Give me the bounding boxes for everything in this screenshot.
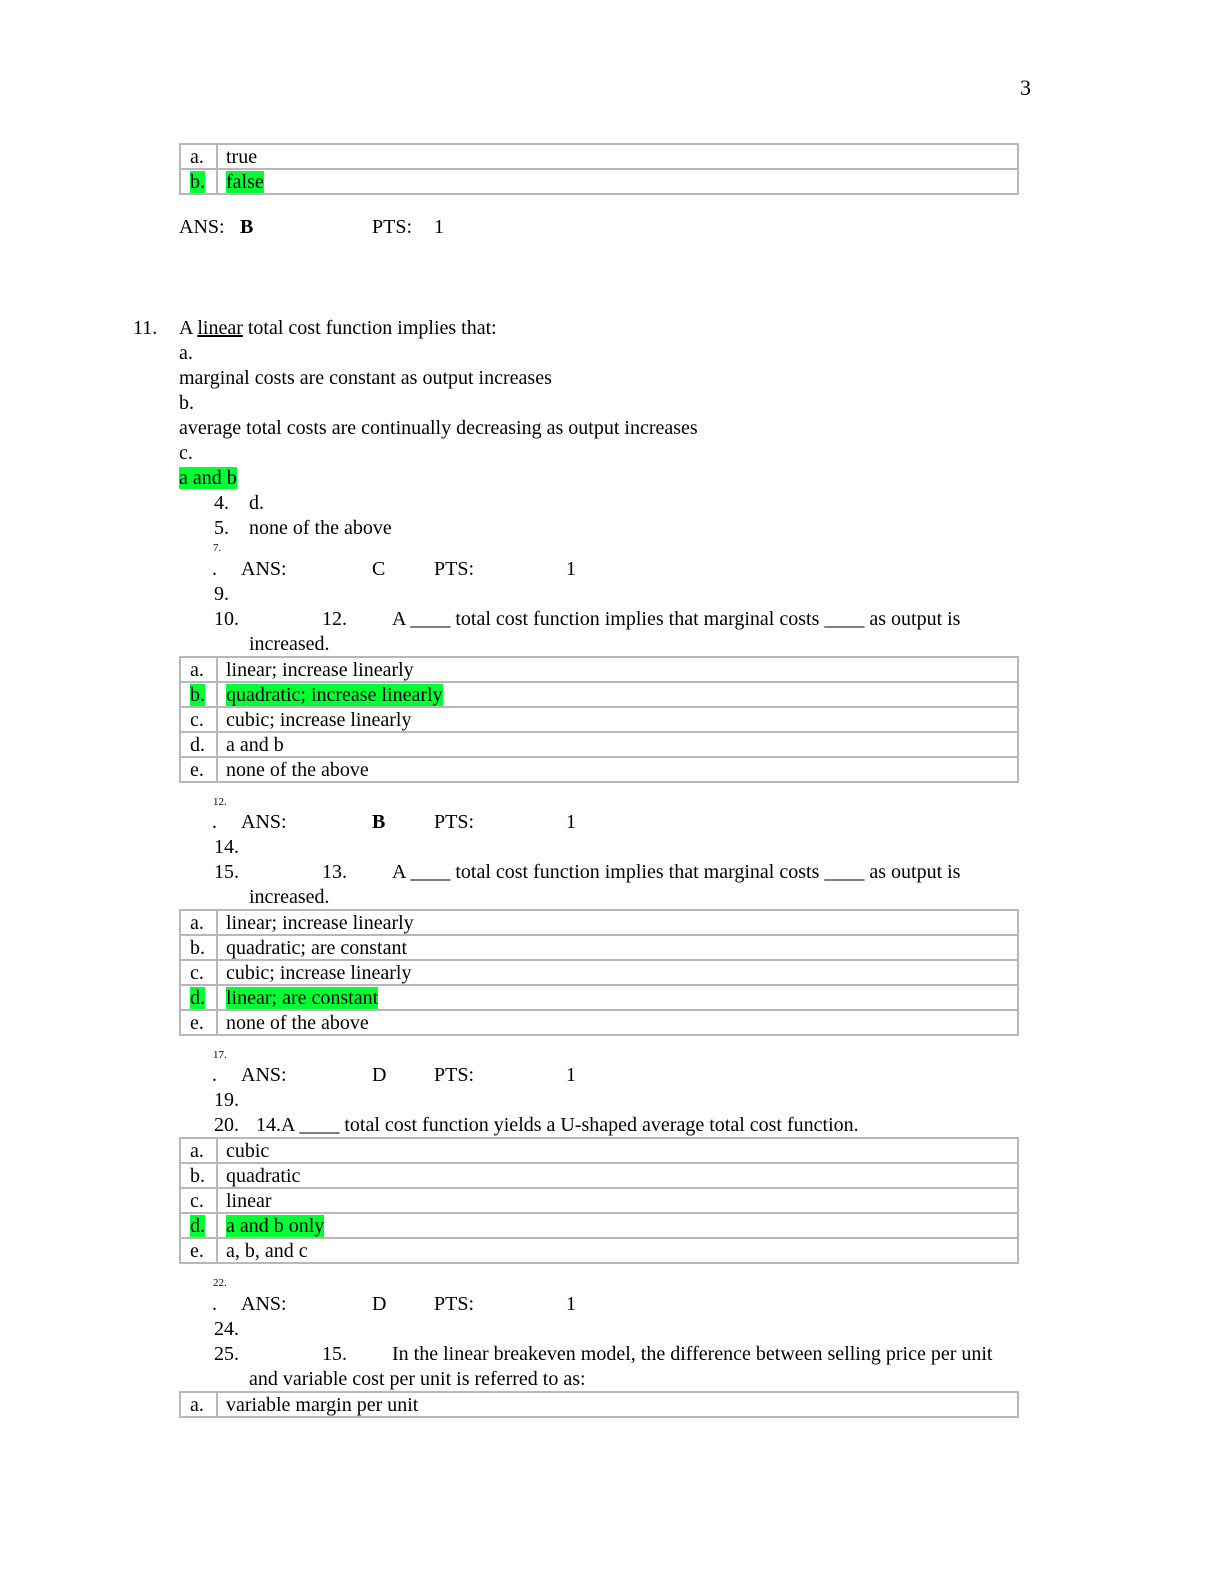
q12-pts-label: PTS: (434, 811, 475, 833)
q13-stem-line2: increased. (249, 886, 330, 908)
q12-stem-line1: A ____ total cost function implies that marginal costs ____ as output is (392, 608, 961, 630)
option-letter: a. (190, 1393, 204, 1416)
option-row[interactable] (180, 169, 1018, 194)
q12-number: 12. (322, 608, 347, 630)
q13-ans-value: D (372, 1064, 387, 1086)
option-text: linear (226, 1189, 272, 1212)
list-marker: 20. (214, 1114, 239, 1136)
q11-opt-a-letter: a. (179, 342, 193, 364)
q11-ans-value: C (372, 558, 386, 580)
q15-options-table (179, 1391, 1019, 1418)
q10-ans-value: B (240, 216, 254, 238)
q14-ans-label: ANS: (241, 1293, 287, 1315)
q14-stem: 14.A ____ total cost function yields a U-shaped average total cost function. (256, 1114, 859, 1136)
q11-opt-c-letter: c. (179, 442, 193, 464)
option-row[interactable] (180, 985, 1018, 1010)
stem-text: A (179, 317, 193, 339)
stem-text: total cost function implies that: (247, 317, 497, 339)
option-row[interactable] (180, 910, 1018, 935)
option-letter: d. (190, 986, 205, 1009)
option-letter: c. (190, 708, 204, 731)
q13-ans-label: ANS: (241, 1064, 287, 1086)
option-letter: c. (190, 961, 204, 984)
q11-opt-d-letter: d. (249, 492, 264, 514)
list-dot: . (212, 558, 217, 580)
option-text: a and b (226, 733, 284, 756)
option-text: true (226, 145, 258, 168)
q15-stem-line2: and variable cost per unit is referred to as: (249, 1368, 586, 1390)
option-text: cubic; increase linearly (226, 708, 412, 731)
option-letter: e. (190, 1239, 204, 1262)
q10-pts-label: PTS: (372, 216, 413, 238)
q15-stem-line1: In the linear breakeven model, the difference between selling price per unit (392, 1343, 993, 1365)
option-letter: c. (190, 1189, 204, 1212)
q11-ans-label: ANS: (241, 558, 287, 580)
small-list-number: 17. (213, 1049, 227, 1061)
option-text: cubic (226, 1139, 270, 1162)
list-marker: 4. (214, 492, 229, 514)
q11-opt-c-text (179, 466, 237, 491)
q10-pts-value: 1 (434, 216, 444, 238)
list-marker: 10. (214, 608, 239, 630)
option-text: false (226, 170, 264, 193)
q12-ans-label: ANS: (241, 811, 287, 833)
option-letter: b. (190, 170, 205, 193)
q14-pts-value: 1 (566, 1293, 576, 1315)
small-list-number: 22. (213, 1277, 227, 1289)
q10-options-table (179, 143, 1019, 195)
option-text: linear; increase linearly (226, 911, 414, 934)
q11-stem (179, 316, 497, 341)
q12-stem-line2: increased. (249, 633, 330, 655)
q12-options-table (179, 656, 1019, 783)
q10-ans-label: ANS: (179, 216, 225, 238)
q13-number: 13. (322, 861, 347, 883)
q12-ans-value: B (372, 811, 386, 833)
list-marker: 5. (214, 517, 229, 539)
option-row[interactable] (180, 144, 1018, 169)
option-letter: b. (190, 936, 205, 959)
option-row[interactable] (180, 1188, 1018, 1213)
option-row[interactable] (180, 1238, 1018, 1263)
correct-answer-text: a and b (179, 467, 237, 489)
stem-underlined-word: linear (197, 317, 243, 339)
list-marker: 19. (214, 1089, 239, 1111)
option-row[interactable] (180, 757, 1018, 782)
option-letter: b. (190, 683, 205, 706)
option-letter: a. (190, 145, 204, 168)
option-text: linear; are constant (226, 986, 379, 1009)
option-row[interactable] (180, 1392, 1018, 1417)
q14-options-table (179, 1137, 1019, 1264)
q11-number: 11. (133, 317, 158, 339)
list-marker: 24. (214, 1318, 239, 1340)
option-row[interactable] (180, 935, 1018, 960)
q13-pts-label: PTS: (434, 1064, 475, 1086)
option-text: none of the above (226, 1011, 369, 1034)
list-dot: . (212, 1293, 217, 1315)
option-letter: b. (190, 1164, 205, 1187)
q13-stem-line1: A ____ total cost function implies that marginal costs ____ as output is (392, 861, 961, 883)
option-row[interactable] (180, 960, 1018, 985)
option-text: a, b, and c (226, 1239, 308, 1262)
q13-options-table (179, 909, 1019, 1036)
option-row[interactable] (180, 732, 1018, 757)
q11-pts-label: PTS: (434, 558, 475, 580)
option-row[interactable] (180, 707, 1018, 732)
option-letter: d. (190, 733, 205, 756)
option-row[interactable] (180, 1163, 1018, 1188)
option-text: a and b only (226, 1214, 325, 1237)
q13-pts-value: 1 (566, 1064, 576, 1086)
option-row[interactable] (180, 1010, 1018, 1035)
option-row[interactable] (180, 1138, 1018, 1163)
option-letter: a. (190, 1139, 204, 1162)
option-text: quadratic; increase linearly (226, 683, 443, 706)
q14-pts-label: PTS: (434, 1293, 475, 1315)
q11-opt-e-text: none of the above (249, 517, 392, 539)
q15-number: 15. (322, 1343, 347, 1365)
list-marker: 25. (214, 1343, 239, 1365)
q11-pts-value: 1 (566, 558, 576, 580)
option-text: quadratic (226, 1164, 301, 1187)
option-letter: e. (190, 758, 204, 781)
list-marker: 9. (214, 583, 229, 605)
small-list-number: 7. (213, 542, 222, 554)
q11-opt-b-letter: b. (179, 392, 194, 414)
list-dot: . (212, 811, 217, 833)
option-text: variable margin per unit (226, 1393, 419, 1416)
q11-opt-b-text: average total costs are continually decreasing as output increases (179, 417, 698, 439)
option-letter: d. (190, 1214, 205, 1237)
small-list-number: 12. (213, 796, 227, 808)
option-row[interactable] (180, 682, 1018, 707)
option-text: quadratic; are constant (226, 936, 408, 959)
list-dot: . (212, 1064, 217, 1086)
option-row[interactable] (180, 657, 1018, 682)
option-text: linear; increase linearly (226, 658, 414, 681)
option-text: cubic; increase linearly (226, 961, 412, 984)
q12-pts-value: 1 (566, 811, 576, 833)
option-letter: a. (190, 911, 204, 934)
option-text: none of the above (226, 758, 369, 781)
list-marker: 14. (214, 836, 239, 858)
option-letter: a. (190, 658, 204, 681)
option-row[interactable] (180, 1213, 1018, 1238)
option-letter: e. (190, 1011, 204, 1034)
q14-ans-value: D (372, 1293, 387, 1315)
q11-opt-a-text: marginal costs are constant as output increases (179, 367, 552, 389)
page-number: 3 (1020, 75, 1031, 100)
list-marker: 15. (214, 861, 239, 883)
